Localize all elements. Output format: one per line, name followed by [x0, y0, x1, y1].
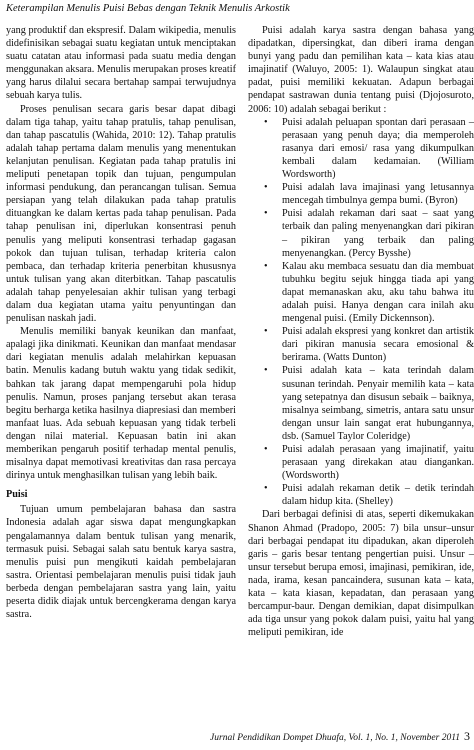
paragraph: yang produktif dan ekspresif. Dalam wikipedia, menulis didefinisikan sebagai suatu kegiatan untuk menciptakan suatu catatan atau informasi pada suatu media dengan menggunakan aksara. Menulis merupakan proses kreatif yang harus dilalui secara bertahap sampai terwujudnya sebuah karya tulis. — [6, 25, 236, 102]
paragraph: Proses penulisan secara garis besar dapat dibagi dalam tiga tahap, yaitu tahap pratulis, tahap penulisan, dan tahap pascatulis (Wahida, 2010: 12). Tahap pratulis adalah tahap pertama dalam menulis yang menentukan kelanjutan penulisan. Kegiatan pada tahap pratulis ini meliputi penetapan topik dan tujuan, pengumpulan informasi pendukung, dan perancangan tulisan. Semua persiapan yang telah dilakukan pada tahap pratulis dituangkan ke dalam kertas pada tahap penulisan. Pada tahap penulisan ini, diperlukan konsentrasi penuh penulis yang meliputi konsentrasi terhadap gagasan pokok dan tujuan tulisan, terhadap kriteria calon pembaca, dan terhadap kriteria penerbitan khususnya untuk tulisan yang akan diterbitkan. Tahap pascatulis adalah tahap penyelesaian akhir tulisan yang terbagi dalam dua kegiatan utama yaitu penyuntingan dan penulisan naskah jadi. — [6, 103, 236, 325]
list-item: • Puisi adalah rekaman detik – detik terindah dalam hidup kita. (Shelley) — [248, 482, 474, 508]
paragraph: Menulis memiliki banyak keunikan dan manfaat, apalagi jika dinikmati. Keunikan dan manfaat mendasar dari kegiatan menulis adalah melahirkan kepuasan batin. Menulis kadang butuh waktu yang tidak sedikit, bahkan tak jarang dapat mempengaruhi pola hidup penulis. Namun, proses panjang tersebut akan terasa begitu berharga ketika hasilnya diapresiasi dan memberi manfaat luas. Ada sebuah kepuasan yang tidak terbeli dengan nilai material. Kepuasan batin ini akan memberikan pengaruh positif terhadap mental penulis, misalnya dapat memotivasi kreativitas dan rasa percaya dirinya untuk menghasilkan tulisan yang lebih baik. — [6, 326, 236, 482]
list-item: • Puisi adalah ekspresi yang konkret dan artistik dari pikiran manusia secara emosional & berirama. (Watts Dunton) — [248, 325, 474, 364]
list-item: • Puisi adalah peluapan spontan dari perasaan – perasaan yang penuh daya; dia memperoleh rasanya dari emosi/ rasa yang dikumpulkan kembali dalam kedamaian. (William Wordsworth) — [248, 116, 474, 181]
section-heading: Puisi — [6, 489, 28, 501]
list-item: • Puisi adalah lava imajinasi yang letusannya mencegah timbulnya gempa bumi. (Byron) — [248, 181, 474, 207]
list-item: • Puisi adalah rekaman dari saat – saat yang terbaik dan paling menyenangkan dari pikiran – pikiran yang terbaik dan paling menyenangkan. (Percy Bysshe) — [248, 207, 474, 259]
list-item: • Puisi adalah kata – kata terindah dalam susunan terindah. Penyair memilih kata – kata yang setepatnya dan disusun sebaik – baiknya, misalnya seimbang, simetris, antara satu unsur dengan unsur lain sangat erat hubungannya, dsb. (Samuel Taylor Coleridge) — [248, 364, 474, 443]
paragraph: Dari berbagai definisi di atas, seperti dikemukakan Shanon Ahmad (Pradopo, 2005: 7) bila unsur–unsur dari berbagai pendapat itu dipadukan, akan diperoleh garis – garis besar tentang pengertian puisi. Unsur – unsur tersebut berupa emosi, imajinasi, pemikiran, ide, nada, irama, kesan pancaindera, susunan kata – kata, kata – kata kiasan, kepadatan, dan perasaan yang bercampur-baur. Dengan demikian, dapat disimpulkan ada tiga unsur yang pokok dalam puisi, yaitu hal yang meliputi pemikiran, ide — [248, 509, 474, 639]
left-column — [6, 24, 236, 621]
journal-citation: Jurnal Pendidikan Dompet Dhuafa, Vol. 1, No. 1, November 2011 — [210, 733, 460, 743]
paragraph: Puisi adalah karya sastra dengan bahasa yang dipadatkan, dipersingkat, dan diberi irama dengan bunyi yang padu dan pemilihan kata – kata kias atau imajinatif (Waluyo, 2005: 1). Walaupun singkat atau padat, puisi memiliki kekuatan. Adapun berbagai pendapat sastrawan dunia tentang puisi (Djojosuroto, 2006: 10) adalah sebagai berikut : — [248, 25, 474, 115]
right-column — [248, 24, 474, 639]
definition-list — [248, 116, 474, 509]
paragraph: Tujuan umum pembelajaran bahasa dan sastra Indonesia adalah agar siswa dapat mengungkapkan pengalamannya dalam bentuk tulisan yang menarik, termasuk puisi. Sebagai salah satu bentuk karya sastra, menulis puisi pun mengikuti kaidah pembelajaran sastra. Orientasi pembelajaran menulis puisi tidak jauh berbeda dengan pembelajaran sastra yang lain, yaitu peserta didik diajak untuk bercengkerama dengan karya sastra. — [6, 504, 236, 621]
page-number: 3 — [464, 729, 470, 743]
page-footer — [210, 729, 470, 744]
list-item: • Puisi adalah perasaan yang imajinatif, yaitu perasaan yang direkakan atau diangankan. (Wordsworth) — [248, 443, 474, 482]
running-header: Keterampilan Menulis Puisi Bebas dengan Teknik Menulis Arkostik — [6, 3, 290, 14]
list-item: • Kalau aku membaca sesuatu dan dia membuat tubuhku begitu sejuk hingga tiada api yang dapat memanaskan aku, aku tahu bahwa itu adalah puisi. Hanya dengan cara inilah aku mengenal puisi. (Emily Dickennson). — [248, 260, 474, 325]
